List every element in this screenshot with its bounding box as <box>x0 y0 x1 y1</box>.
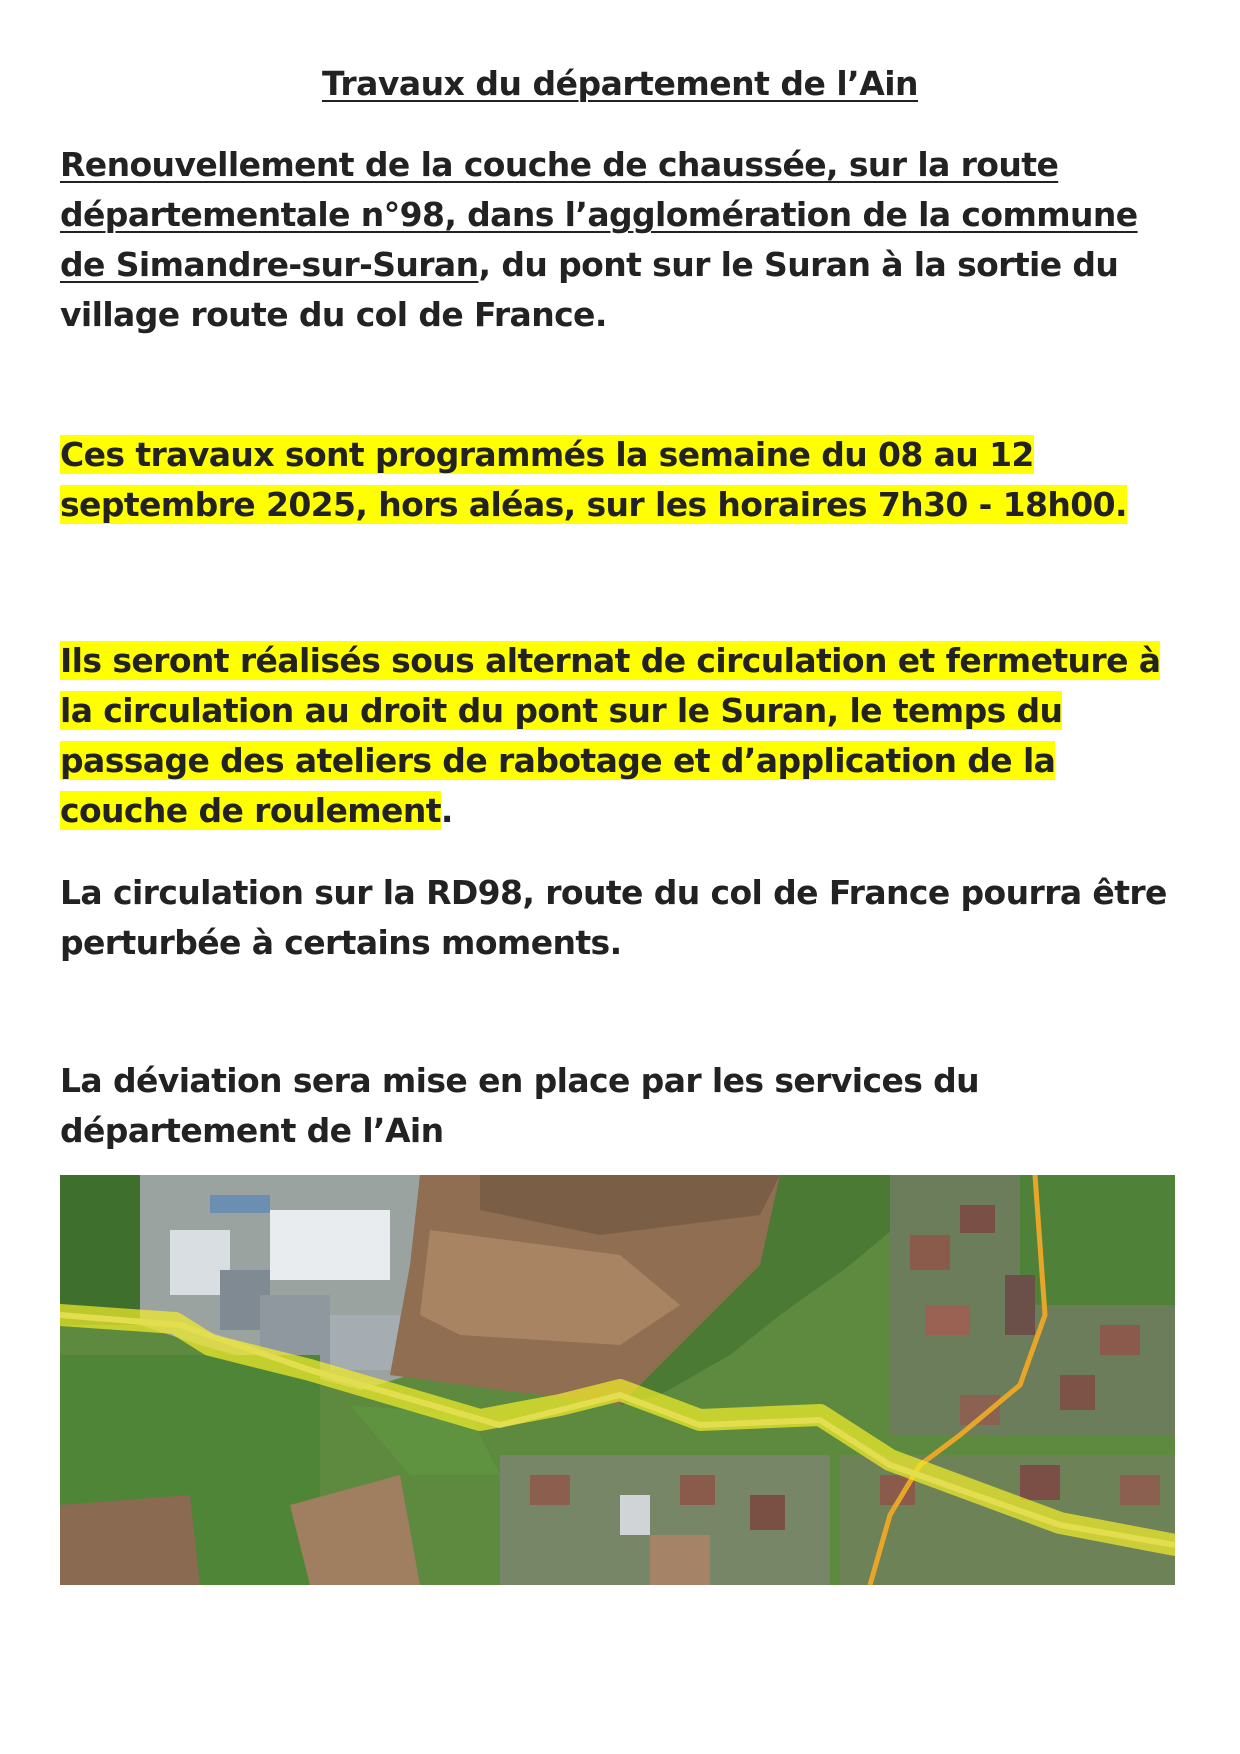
alternation-highlighted-text: Ils seront réalisés sous alternat de circulation et fermeture à la circulation au droit du pont sur le Suran, le temps du passage des ateliers de rabotage et d’application de la couche de roulement <box>60 641 1161 830</box>
traffic-alternation-paragraph <box>60 636 1190 836</box>
rd98-disruption-paragraph: La circulation sur la RD98, route du col de France pourra être perturbée à certains moments. <box>60 873 1167 962</box>
intro-paragraph <box>60 140 1190 340</box>
intro-rest-text: , du pont sur le Suran à la sortie du village route du col de France. <box>60 245 1119 334</box>
aerial-map-image <box>60 1175 1175 1585</box>
intro-underlined-text: Renouvellement de la couche de chaussée, sur la route départementale n°98, dans l’agglomération de la commune de Simandre-sur-Suran <box>60 145 1138 284</box>
schedule-highlighted-text: Ces travaux sont programmés la semaine du 08 au 12 septembre 2025, hors aléas, sur les horaires 7h30 - 18h00. <box>60 435 1127 524</box>
deviation-paragraph: La déviation sera mise en place par les services du département de l’Ain <box>60 1061 980 1150</box>
schedule-paragraph <box>60 430 1190 530</box>
page-title: Travaux du département de l’Ain <box>321 64 919 103</box>
warehouse-roof <box>270 1210 390 1280</box>
alternation-end-text: . <box>440 791 453 830</box>
